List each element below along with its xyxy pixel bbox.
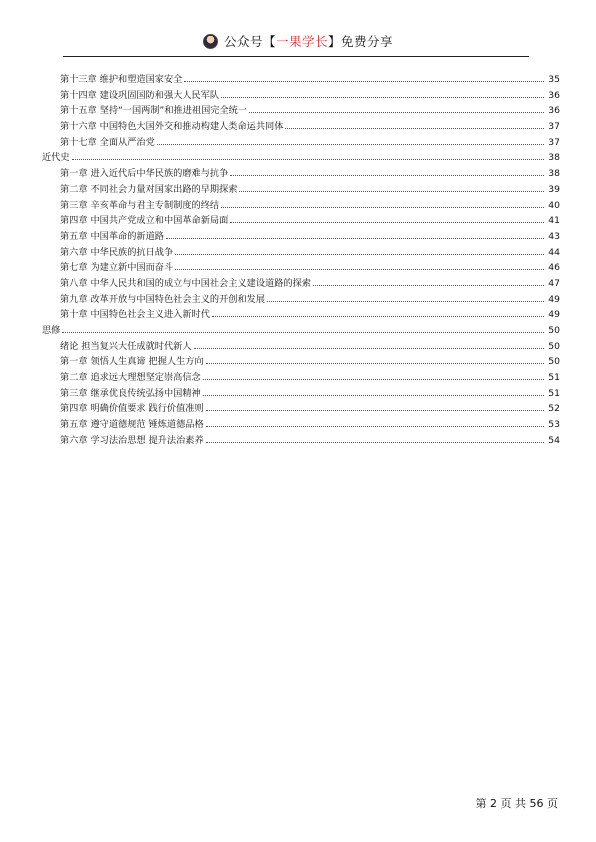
toc-dot-leader (221, 96, 544, 98)
toc-dot-leader (203, 394, 544, 396)
toc-chapter-entry[interactable] (42, 213, 560, 229)
toc-entry-title: 第十六章 中国特色大国外交和推动构建人类命运共同体 (60, 121, 284, 133)
toc-entry-title: 近代史 (42, 152, 70, 164)
toc-entry-title: 第四章 中国共产党成立和中国革命新局面 (60, 215, 229, 227)
toc-entry-title: 第六章 学习法治思想 提升法治素养 (60, 434, 204, 446)
toc-section-entry[interactable] (42, 150, 560, 166)
toc-entry-title: 第三章 继承优良传统弘扬中国精神 (60, 387, 201, 399)
toc-dot-leader (206, 425, 544, 427)
toc-entry-page: 50 (548, 340, 560, 352)
toc-entry-page: 36 (548, 105, 560, 117)
header-divider (63, 56, 529, 57)
toc-dot-leader (175, 268, 544, 270)
toc-entry-title: 第二章 追求远大理想坚定崇高信念 (60, 372, 201, 384)
toc-entry-title: 第九章 改革开放与中国特色社会主义的开创和发展 (60, 293, 266, 305)
toc-entry-page: 49 (548, 309, 560, 321)
page-number: 第 2 页 共 56 页 (475, 797, 558, 810)
toc-entry-title: 第一章 进入近代后中华民族的磨难与抗争 (60, 168, 229, 180)
toc-entry-page: 38 (548, 168, 560, 180)
toc-entry-page: 36 (548, 89, 560, 101)
toc-entry-page: 46 (548, 262, 560, 274)
toc-entry-title: 第十五章 坚持“一国两制”和推进祖国完全统一 (60, 105, 248, 117)
toc-dot-leader (212, 315, 544, 317)
toc-entry-title: 第三章 辛亥革命与君主专制制度的终结 (60, 199, 220, 211)
toc-chapter-entry[interactable] (42, 245, 560, 261)
toc-entry-title: 第五章 中国革命的新道路 (60, 230, 164, 242)
header-highlight: 一果学长 (275, 34, 328, 49)
toc-entry-page: 43 (548, 230, 560, 242)
toc-dot-leader (194, 347, 544, 349)
toc-entry-title: 第八章 中华人民共和国的成立与中国社会主义建设道路的探索 (60, 277, 311, 289)
table-of-contents (42, 72, 560, 449)
toc-dot-leader (267, 300, 544, 302)
toc-entry-title: 第十四章 建设巩固国防和强大人民军队 (60, 89, 220, 101)
toc-chapter-entry[interactable] (42, 307, 560, 323)
toc-entry-title: 第五章 遵守道德规范 锤炼道德品格 (60, 419, 204, 431)
toc-entry-title: 第七章 为建立新中国而奋斗 (60, 262, 174, 274)
toc-entry-title: 思修 (42, 325, 61, 336)
toc-entry-page: 50 (548, 356, 560, 368)
toc-chapter-entry[interactable] (42, 292, 560, 308)
toc-entry-page: 37 (548, 136, 560, 148)
toc-chapter-entry[interactable] (42, 370, 560, 386)
avatar-icon (203, 34, 218, 49)
toc-entry-page: 51 (548, 387, 560, 399)
toc-entry-page: 54 (548, 434, 560, 446)
toc-chapter-entry[interactable] (42, 119, 560, 135)
toc-chapter-entry[interactable] (42, 433, 560, 449)
toc-chapter-entry[interactable] (42, 401, 560, 417)
toc-entry-page: 39 (548, 183, 560, 195)
toc-dot-leader (62, 331, 544, 333)
toc-section-entry[interactable] (42, 323, 560, 339)
toc-dot-leader (313, 284, 544, 286)
toc-entry-page: 47 (548, 277, 560, 289)
toc-chapter-entry[interactable] (42, 182, 560, 198)
toc-chapter-entry[interactable] (42, 198, 560, 214)
toc-chapter-entry[interactable] (42, 354, 560, 370)
toc-entry-page: 52 (548, 403, 560, 415)
toc-chapter-entry[interactable] (42, 103, 560, 119)
header-title: 公众号【一果学长】免费分享 (223, 34, 394, 49)
toc-chapter-entry[interactable] (42, 135, 560, 151)
toc-dot-leader (166, 237, 544, 239)
toc-dot-leader (206, 362, 544, 364)
toc-dot-leader (175, 253, 544, 255)
toc-dot-leader (230, 221, 544, 223)
toc-dot-leader (239, 190, 544, 192)
toc-chapter-entry[interactable] (42, 417, 560, 433)
toc-entry-title: 绪论 担当复兴大任成就时代新人 (60, 340, 192, 352)
toc-entry-title: 第四章 明确价值要求 践行价值准则 (60, 403, 204, 415)
toc-entry-page: 35 (548, 74, 560, 85)
toc-chapter-entry[interactable] (42, 229, 560, 245)
page-header (0, 30, 596, 52)
toc-chapter-entry[interactable] (42, 276, 560, 292)
toc-entry-page: 50 (548, 325, 560, 336)
toc-entry-title: 第十七章 全面从严治党 (60, 136, 155, 148)
toc-entry-title: 第二章 不同社会力量对国家出路的早期探索 (60, 183, 238, 195)
toc-dot-leader (157, 143, 544, 145)
toc-dot-leader (184, 80, 544, 82)
toc-entry-title: 第十三章 维护和塑造国家安全 (60, 74, 183, 85)
toc-dot-leader (203, 378, 544, 380)
toc-chapter-entry[interactable] (42, 166, 560, 182)
toc-entry-title: 第一章 领悟人生真谛 把握人生方向 (60, 356, 204, 368)
toc-dot-leader (249, 111, 544, 113)
toc-entry-page: 37 (548, 121, 560, 133)
toc-entry-page: 49 (548, 293, 560, 305)
toc-chapter-entry[interactable] (42, 260, 560, 276)
toc-entry-title: 第六章 中华民族的抗日战争 (60, 246, 174, 258)
toc-dot-leader (221, 206, 544, 208)
toc-chapter-entry[interactable] (42, 386, 560, 402)
toc-entry-page: 53 (548, 419, 560, 431)
toc-entry-page: 41 (548, 215, 560, 227)
toc-chapter-entry[interactable] (42, 88, 560, 104)
toc-entry-page: 40 (548, 199, 560, 211)
toc-entry-page: 51 (548, 372, 560, 384)
toc-entry-page: 44 (548, 246, 560, 258)
toc-dot-leader (230, 174, 544, 176)
toc-chapter-entry[interactable] (42, 339, 560, 355)
toc-dot-leader (206, 409, 544, 411)
toc-entry-page: 38 (548, 152, 560, 164)
toc-dot-leader (206, 441, 544, 443)
toc-chapter-entry[interactable] (42, 72, 560, 88)
toc-dot-leader (285, 127, 544, 129)
toc-dot-leader (72, 158, 544, 160)
toc-entry-title: 第十章 中国特色社会主义进入新时代 (60, 309, 210, 321)
